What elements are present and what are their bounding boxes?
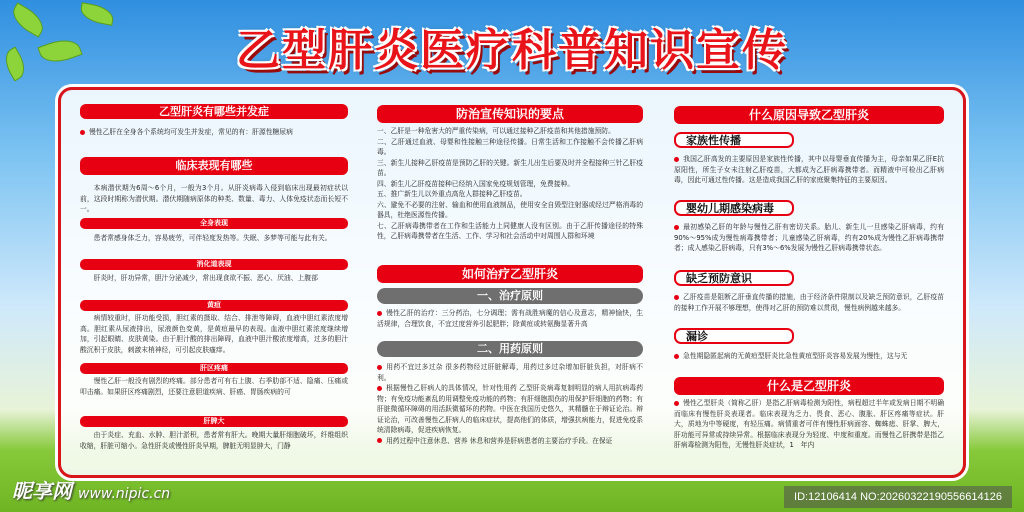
list-item: 三、新生儿接种乙肝疫苗是预防乙肝的关键。新生儿出生后要及时并全程接种三针乙肝疫苗。: [377, 158, 643, 177]
middle-column: [377, 104, 643, 454]
prevention-list: [377, 126, 643, 242]
bullet-icon: [674, 157, 679, 162]
complication-text: 慢性乙肝在全身各个系统均可发生并发症，常见的有：肝源性糖尿病: [89, 128, 293, 136]
clinical-text: 本病潜伏期为6周～6个月，一般为3个月。从肝炎病毒入侵到临床出现最初症状以前，这段时期称为潜伏期。潜伏期随病原体的种类、数量、毒力、人体免疫状态而长短不一。: [80, 184, 348, 213]
section-text: 慢性乙肝一般没有剧烈的疼痛。部分患者可有右上腹、右季肋部不适、隐痛、压痛或叩击痛。如果肝区疼痛剧烈，还要注意胆道疾病、肝癌、胃肠疾病的可: [80, 377, 348, 396]
what-title: 什么是乙型肝炎: [674, 377, 944, 395]
section-title: 黄疸: [80, 300, 348, 311]
list-item: 四、新生儿乙肝疫苗接种已经纳入国家免疫规划管理，免费接种。: [377, 179, 575, 188]
section-text: 肝炎时，肝功异常，胆汁分泌减少，常出现食欲不振、恶心、厌油、上腹部: [93, 274, 318, 282]
cause-title: 什么原因导致乙型肝炎: [674, 106, 944, 124]
complication-title: 乙型肝炎有哪些并发症: [80, 104, 348, 119]
cause-text: 乙肝疫苗是阻断乙肝垂直传播的措施，由于经济条件限制以及缺乏预防意识，乙肝疫苗的接种工作开展不够理想，使得对乙肝的预防难以贯彻，慢性病例越来越多。: [674, 293, 944, 312]
bullet-icon: [377, 311, 382, 316]
cause-heading: 漏诊: [674, 328, 794, 344]
list-item: 五、推广新生儿以外重点高危人群接种乙肝疫苗。: [377, 190, 527, 198]
bullet-icon: [377, 386, 382, 391]
cause-heading: 家族性传播: [674, 132, 794, 148]
treatment-title: 如何治疗乙型肝炎: [377, 265, 643, 283]
section-title: 全身表现: [80, 218, 348, 229]
list-item: 六、避免不必要的注射、输血和使用血液制品，使用安全自毁型注射器或经过严格消毒的器具，杜绝医源性传播。: [377, 200, 643, 219]
watermark-id: ID:12106414 NO:20260322190556614126: [784, 486, 1012, 508]
watermark-logo: 昵享网 www.nipic.cn: [12, 479, 171, 503]
right-column: [674, 104, 944, 454]
bullet-icon: [80, 130, 85, 135]
bullet-icon: [674, 401, 679, 406]
page-title: 乙型肝炎医疗科普知识宣传: [236, 25, 788, 76]
section-text: 患者常感身体乏力，容易疲劳，可伴轻度发热等。失眠、多梦等可能与此有关。: [93, 234, 332, 242]
clinical-title: 临床表现有哪些: [80, 157, 348, 175]
what-text: 慢性乙型肝炎（简称乙肝）是指乙肝病毒检测为阳性，病程超过半年或发病日期不明确而临床有慢性肝炎表现者。临床表现为乏力、畏食、恶心、腹胀、肝区疼痛等症状。肝大，质地为中等硬度，有轻压痛。病情重者可伴有慢性肝病面容、蜘蛛痣、肝掌、脾大，肝功能可异常或持续异常。根据临床表现分为轻度、中度和重度。而慢性乙肝携带是指乙肝病毒检测为阳性，无慢性肝炎症状，1 年内: [674, 399, 944, 449]
cause-text: 急性期隐匿起病的无黄疸型肝炎比急性黄疸型肝炎容易发展为慢性，这与无: [683, 352, 908, 360]
bullet-icon: [377, 365, 382, 370]
principle2-title: 二、用药原则: [377, 341, 643, 357]
section-text: 病情较重时，肝功能受损，胆红素的摄取、结合、排泄等障碍，血液中胆红素浓度增高。胆红素从尿液排出，尿液颜色变黄，是黄疸最早的表现。血液中胆红素浓度继续增加，引起眼睛、皮肤黄染。由于胆汁酸的排出障碍，血液中胆汁酸浓度增高，过多的胆汁酸沉积于皮肤，刺激末梢神经，可引起皮肤瘙痒。: [80, 314, 348, 354]
list-item: 七、乙肝病毒携带者在工作和生活能力上同健康人没有区别。由于乙肝传播途径的特殊性，乙肝病毒携带者在生活、工作、学习和社会活动中对周围人群和环境: [377, 221, 643, 240]
cause-heading: 缺乏预防意识: [674, 270, 794, 286]
watermark-url: www.nipic.cn: [78, 486, 171, 502]
principle1-text: 慢性乙肝的治疗：三分药治，七分调理；需有战胜病魔的信心及意志，精神愉快，生活规律，合理饮食，不宜过度营养引起肥胖；除黄疸或转氨酶显著升高: [377, 309, 643, 328]
cause-text: 最初感染乙肝的年龄与慢性乙肝有密切关系。胎儿、新生儿一旦感染乙肝病毒，约有90%～95%成为慢性病毒携带者；儿童感染乙肝病毒，约有20%成为慢性乙肝病毒携带者；成人感染乙肝病毒，只有3%～6%发展为慢性乙肝病毒携带状态。: [674, 223, 944, 252]
prevention-title: 防治宣传知识的要点: [377, 105, 643, 123]
bullet-icon: [674, 295, 679, 300]
section-title: 肝区疼痛: [80, 363, 348, 374]
list-item: 用药过程中注意休息、营养 休息和营养是肝病患者的主要治疗手段。在保证: [386, 436, 613, 445]
section-text: 由于炎症、充血、水肿、胆汁淤积，患者常有肝大。晚期大量肝细胞破坏，纤维组织收缩，肝脏可缩小。急性肝炎或慢性肝炎早期，脾脏无明显肿大，门静: [80, 431, 348, 450]
bullet-icon: [377, 438, 382, 443]
list-item: 根据慢性乙肝病人的具体情况，针对性用药 乙型肝炎病毒复制明显的病人用抗病毒药物；有免疫功能紊乱的用调整免疫功能的药物；有肝细胞损伤的用保护肝细胞的药物；有肝脏微循环障碍的用活跃微循环的药物。中医在我国历史悠久，其精髓在于辩证论治。辩证论治，可改善慢性乙肝病人的临床症状，提高他们的体质，增强抗病能力，促进免疫系统清除病毒，促进疾病恢复。: [377, 384, 643, 434]
bullet-icon: [674, 354, 679, 359]
cause-text: 我国乙肝高发的主要原因是家族性传播，其中以母婴垂直传播为主，母亲如果乙肝E抗原阳性，所生子女未注射乙肝疫苗，大都成为乙肝病毒携带者。而精液中可检出乙肝病毒，因此可通过性传播。这是造成我国乙肝的家庭聚集特征的主要原因。: [674, 155, 944, 184]
list-item: 一、乙肝是一种危害大的严重传染病，可以通过接种乙肝疫苗和其他措施预防。: [377, 127, 615, 135]
section-title: 消化道表现: [80, 259, 348, 270]
list-item: 二、乙肝通过血液、母婴和性接触三种途径传播。日常生活和工作接触不会传播乙肝病毒。: [377, 137, 643, 156]
principle1-title: 一、治疗原则: [377, 288, 643, 304]
list-item: 用药不宜过多过杂 很多药物经过肝脏解毒，用药过多过杂增加肝脏负担，对肝病不利。: [377, 363, 643, 382]
left-column: [80, 104, 348, 454]
section-title: 肝脾大: [80, 416, 348, 427]
bullet-icon: [674, 225, 679, 230]
cause-heading: 婴幼儿期感染病毒: [674, 200, 794, 216]
